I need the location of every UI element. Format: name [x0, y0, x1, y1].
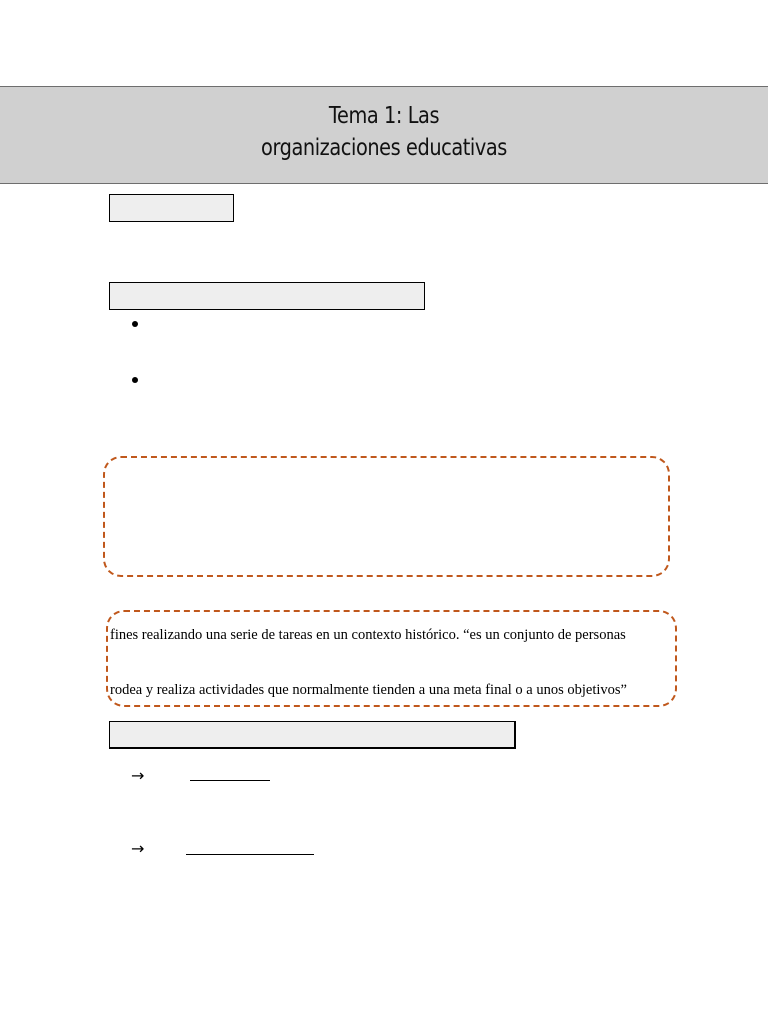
arrow-icon-1: → — [131, 766, 145, 785]
bullet-1 — [132, 321, 138, 327]
page-title-line-2: organizaciones educativas — [261, 135, 507, 161]
blank-line-1 — [190, 780, 270, 781]
arrow-icon-2: → — [131, 839, 145, 858]
bullet-2 — [132, 377, 138, 383]
page-title-line-1: Tema 1: Las — [328, 103, 440, 129]
label-box-3 — [109, 721, 516, 749]
blank-line-2 — [186, 854, 314, 855]
label-box-1 — [109, 194, 234, 222]
title-band — [0, 86, 768, 184]
definition-line-1: fines realizando una serie de tareas en un contexto histórico. “es un conjunto de personas — [110, 627, 626, 643]
label-box-2 — [109, 282, 425, 310]
definition-line-2: rodea y realiza actividades que normalmente tienden a una meta final o a unos objetivos” — [110, 682, 627, 698]
empty-dashed-frame — [103, 456, 670, 577]
